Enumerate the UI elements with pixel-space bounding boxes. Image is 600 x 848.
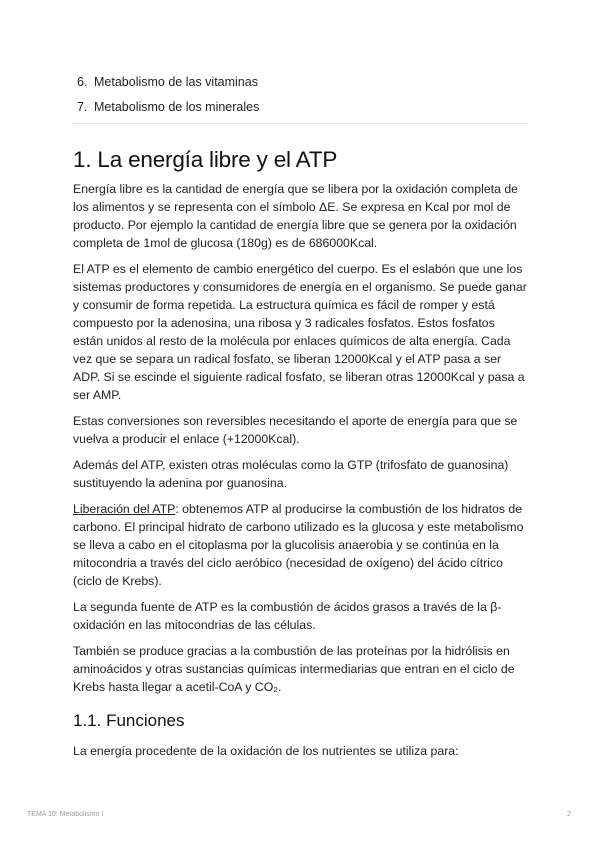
page-number: 2 (567, 811, 571, 818)
inline-term: Liberación del ATP (73, 502, 176, 516)
toc-item[interactable] (73, 95, 528, 120)
table-of-contents (73, 70, 528, 120)
paragraph: La segunda fuente de ATP es la combustión de ácidos grasos a través de la β-oxidación en las mitocondrias de las células. (73, 600, 502, 632)
toc-label: Metabolismo de los minerales (94, 100, 260, 114)
paragraph-text: : obtenemos ATP al producirse la combustión de los hidratos de carbono. El principal hidrato de carbono utilizado es la glucosa y este metabolismo se lleva a cabo en el citoplasma por la glucolisis anaerobia y se continúa en la mitocondria a través del ciclo aeróbico (necesidad de oxígeno) del ácido cítrico (ciclo de Krebs). (73, 502, 524, 588)
toc-item[interactable] (73, 70, 528, 95)
paragraph (73, 500, 528, 590)
paragraph: Energía libre es la cantidad de energía que se libera por la oxidación completa de los alimentos y se representa con el símbolo ΔE. Se expresa en Kcal por mol de producto. Por ejemplo la cantidad de energía libre que se genera por la oxidación completa de 1mol de glucosa (180g) es de 686000Kcal. (73, 182, 519, 250)
toc-number: 6. (77, 75, 88, 89)
paragraph: Además del ATP, existen otras moléculas como la GTP (trifosfato de guanosina) sustituyendo la adenina por guanosina. (73, 458, 509, 490)
paragraph: También se produce gracias a la combustión de las proteínas por la hidrólisis en aminoácidos y otras sustancias químicas intermediarias que entran en el ciclo de Krebs hasta llegar a acetil-CoA y CO₂. (73, 644, 515, 694)
paragraph: Estas conversiones son reversibles necesitando el aporte de energía para que se vuelva a producir el enlace (+12000Kcal). (73, 414, 518, 446)
footer-title: TEMA 10: Metabolismo I (27, 811, 104, 818)
section-title: 1. La energía libre y el ATP (73, 147, 338, 172)
toc-number: 7. (77, 100, 88, 114)
subsection-title: 1.1. Funciones (73, 711, 185, 730)
toc-label: Metabolismo de las vitaminas (94, 75, 258, 89)
paragraph: El ATP es el elemento de cambio energético del cuerpo. Es el eslabón que une los sistemas productores y consumidores de energía en el organismo. Se puede ganar y consumir de forma repetida. La estructura química es fácil de romper y está compuesto por la adenosina, una ribosa y 3 radicales fosfatos. Estos fosfatos están unidos al resto de la molécula por enlaces químicos de alta energía. Cada vez que se separa un radical fosfato, se liberan 12000Kcal y el ATP pasa a ser ADP. Si se escinde el siguiente radical fosfato, se liberan otras 12000Kcal y pasa a ser AMP. (73, 262, 527, 402)
section-body (73, 180, 528, 768)
toc-divider (73, 123, 528, 124)
paragraph: La energía procedente de la oxidación de los nutrientes se utiliza para: (73, 744, 459, 758)
